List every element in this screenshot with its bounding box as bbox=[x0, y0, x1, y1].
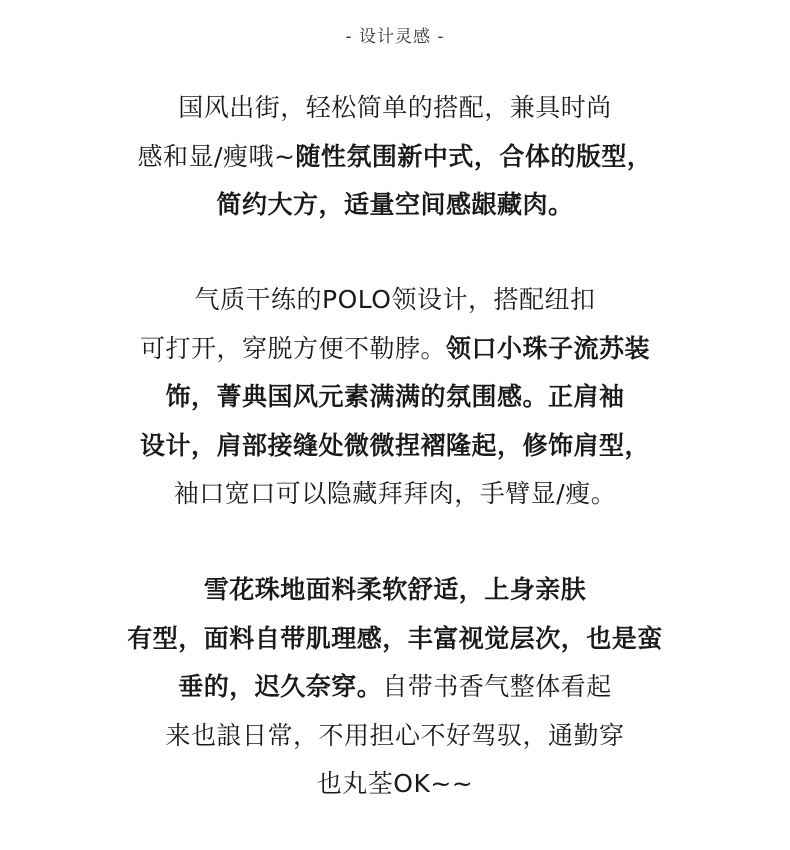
text-line bbox=[0, 712, 790, 761]
emphasized-text: 设计，肩部接缝处微微捏褶隆起，修饰肩型， bbox=[139, 430, 650, 460]
text-line bbox=[0, 325, 790, 374]
text-line bbox=[0, 470, 790, 519]
body-text: 袖口宽口可以隐藏拜拜肉，手臂显/瘦。 bbox=[173, 479, 617, 508]
paragraph-fabric bbox=[0, 566, 790, 809]
text-line bbox=[0, 615, 790, 664]
text-line bbox=[0, 84, 790, 133]
body-text: 也丸荃OK~~ bbox=[316, 769, 474, 798]
body-text: 来也誏日常，不用担心不好驾驭，通勤穿 bbox=[165, 720, 625, 750]
body-text: 感和显/瘦哦~ bbox=[137, 141, 296, 171]
text-line bbox=[0, 181, 790, 230]
emphasized-text: 领口小珠子流苏装 bbox=[446, 333, 651, 363]
body-text: 国风出街，轻松简单的搭配，兼具时尚 bbox=[178, 93, 612, 122]
text-line bbox=[0, 276, 790, 325]
emphasized-text: 简约大方，适量空间感龈藏肉。 bbox=[216, 190, 574, 219]
emphasized-text: 饰，菁典国风元素满满的氛围感。正肩袖 bbox=[165, 382, 625, 411]
text-line bbox=[0, 422, 790, 471]
paragraph-collar-design bbox=[0, 276, 790, 519]
emphasized-text: 雪花珠地面料柔软舒适，上身亲肤 bbox=[203, 575, 587, 604]
section-title: - 设计灵感 - bbox=[345, 27, 445, 47]
text-line bbox=[0, 760, 790, 809]
text-line bbox=[0, 373, 790, 422]
body-text: 可打开，穿脱方便不勒脖。 bbox=[139, 333, 446, 363]
paragraph-style bbox=[0, 84, 790, 230]
text-line bbox=[0, 133, 790, 182]
body-text: 气质干练的POLO领设计，搭配纽扣 bbox=[194, 285, 596, 314]
emphasized-text: 有型，面料自带肌理感，丰富视觉层次，也是蛮 bbox=[127, 623, 663, 653]
text-line bbox=[0, 566, 790, 615]
body-text: 自带书香气整体看起 bbox=[382, 672, 612, 701]
emphasized-text: 随性氛围新中式，合体的版型， bbox=[295, 141, 653, 171]
text-line bbox=[0, 663, 790, 712]
emphasized-text: 垂的，迟久奈穿。 bbox=[178, 672, 383, 701]
